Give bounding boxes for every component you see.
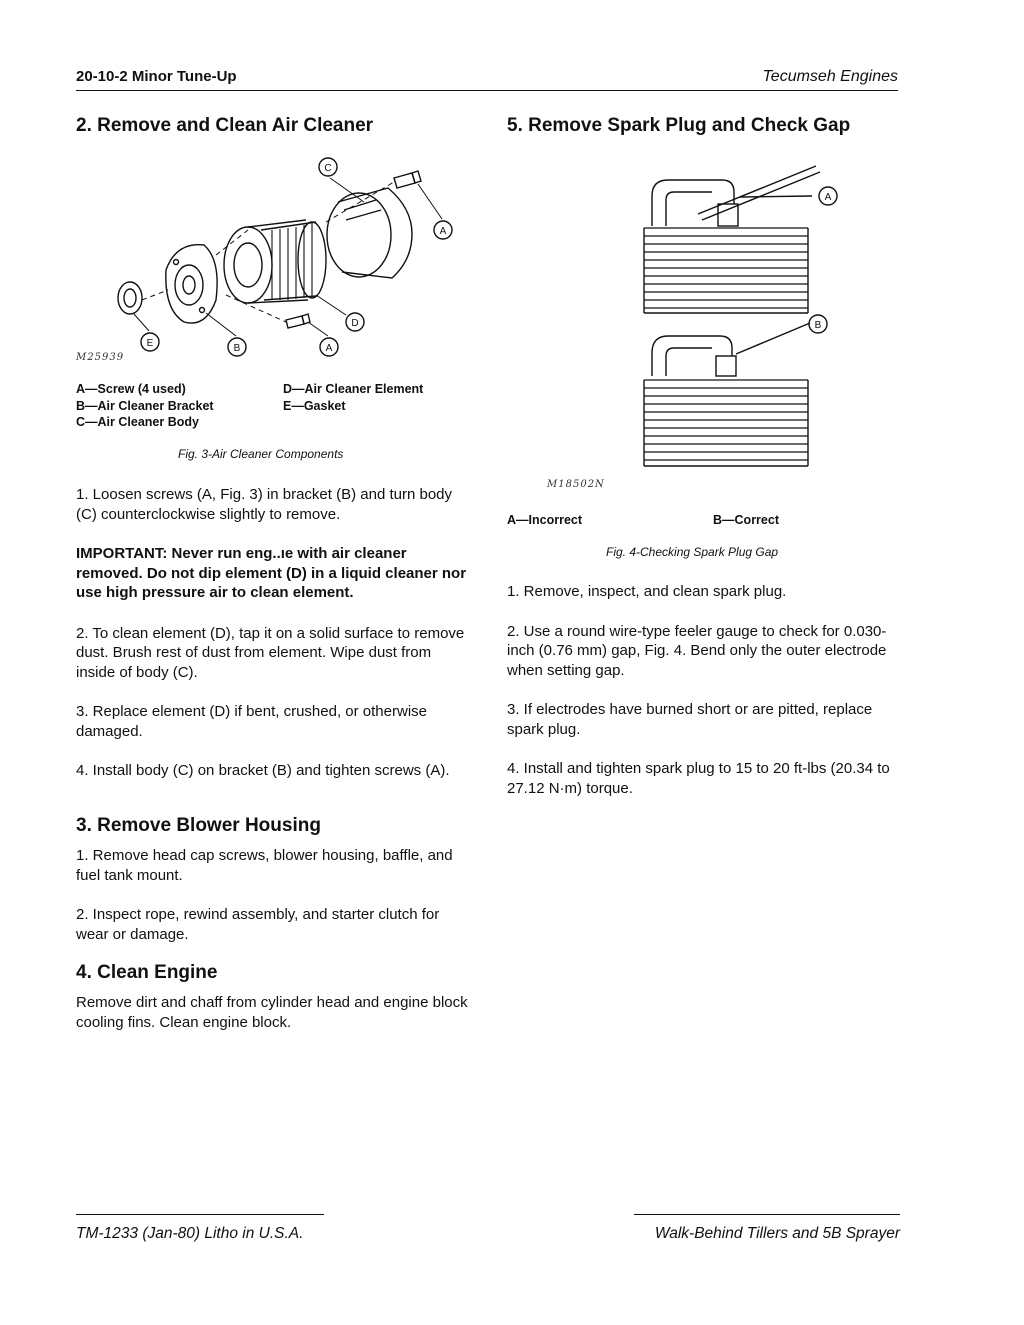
- s4-text: Remove dirt and chaff from cylinder head and engine block cooling fins. Clean engine block.: [76, 994, 468, 1031]
- footer-left: TM-1233 (Jan-80) Litho in U.S.A.: [76, 1225, 304, 1242]
- s5-step-4-text: 4. Install and tighten spark plug to 15 to 20 ft-lbs (20.34 to 27.12 N·m) torque.: [507, 760, 890, 797]
- callout-c: C: [324, 163, 332, 174]
- fig3-legend-left: [76, 381, 214, 431]
- legend-item: A—Screw (4 used): [76, 382, 186, 396]
- header-manual-title: Tecumseh Engines: [762, 68, 898, 85]
- left-body-1: [76, 485, 469, 781]
- s3-step-2-text: 2. Inspect rope, rewind assembly, and starter clutch for wear or damage.: [76, 906, 440, 943]
- s5-step-2-text: 2. Use a round wire-type feeler gauge to check for 0.030-inch (0.76 mm) gap, Fig. 4. Bend only the outer electrode when setting gap.: [507, 622, 887, 679]
- legend-item: D—Air Cleaner Element: [283, 382, 424, 396]
- fig4-code: M18502N: [547, 479, 605, 490]
- callout-e: E: [146, 338, 154, 349]
- right-body: [507, 582, 900, 798]
- step-2-text: 2. To clean element (D), tap it on a solid surface to remove dust. Brush rest of dust from element. Wipe dust from inside of body (C).: [76, 624, 465, 681]
- s3-step-1-text: 1. Remove head cap screws, blower housing, baffle, and fuel tank mount.: [76, 847, 453, 884]
- step-1-text: 1. Loosen screws (A, Fig. 3) in bracket (B) and turn body (C) counterclockwise slightly to remove.: [76, 486, 453, 523]
- step-3-text: 3. Replace element (D) if bent, crushed, or otherwise damaged.: [76, 703, 427, 740]
- fig4-caption: Fig. 4-Checking Spark Plug Gap: [606, 545, 779, 559]
- important-note: IMPORTANT: Never run eng..ıe with air cleaner removed. Do not dip element (D) in a liquid cleaner nor use high pressure air to clean element.: [76, 545, 467, 601]
- footer-rule-right: [634, 1214, 900, 1215]
- section-2-title: 2. Remove and Clean Air Cleaner: [76, 115, 374, 136]
- legend-item: B—Air Cleaner Bracket: [76, 398, 214, 413]
- fig4-legend-b: B—Correct: [713, 513, 779, 527]
- spark-plug-diagram: [640, 158, 860, 473]
- s5-step-3-text: 3. If electrodes have burned short or are pitted, replace spark plug.: [507, 701, 873, 738]
- fig3-code: M25939: [76, 352, 125, 363]
- callout-b-plug: B: [814, 320, 822, 331]
- section-5-title: 5. Remove Spark Plug and Check Gap: [507, 115, 851, 136]
- left-body-3: [76, 993, 469, 1032]
- header-section-title: 20-10-2 Minor Tune-Up: [76, 68, 237, 85]
- step-4-text: 4. Install body (C) on bracket (B) and tighten screws (A).: [76, 762, 450, 779]
- callout-a-bottom: A: [325, 343, 333, 354]
- fig3-caption: Fig. 3-Air Cleaner Components: [178, 447, 344, 461]
- callout-d: D: [351, 318, 359, 329]
- footer-right: Walk-Behind Tillers and 5B Sprayer: [654, 1225, 900, 1242]
- section-3-title: 3. Remove Blower Housing: [76, 815, 321, 836]
- air-cleaner-diagram: [76, 150, 476, 370]
- callout-a-plug: A: [824, 192, 832, 203]
- section-4-title: 4. Clean Engine: [76, 962, 218, 983]
- legend-item: C—Air Cleaner Body: [76, 415, 199, 429]
- fig3-legend-right: [283, 381, 423, 414]
- s5-step-1-text: 1. Remove, inspect, and clean spark plug.: [507, 583, 787, 600]
- header-rule: [76, 90, 898, 91]
- footer-rule-left: [76, 1214, 324, 1215]
- callout-b: B: [233, 343, 241, 354]
- callout-a-top: A: [439, 226, 447, 237]
- left-body-2: [76, 846, 469, 944]
- fig4-legend-a: A—Incorrect: [507, 513, 583, 527]
- legend-item: E—Gasket: [283, 398, 346, 413]
